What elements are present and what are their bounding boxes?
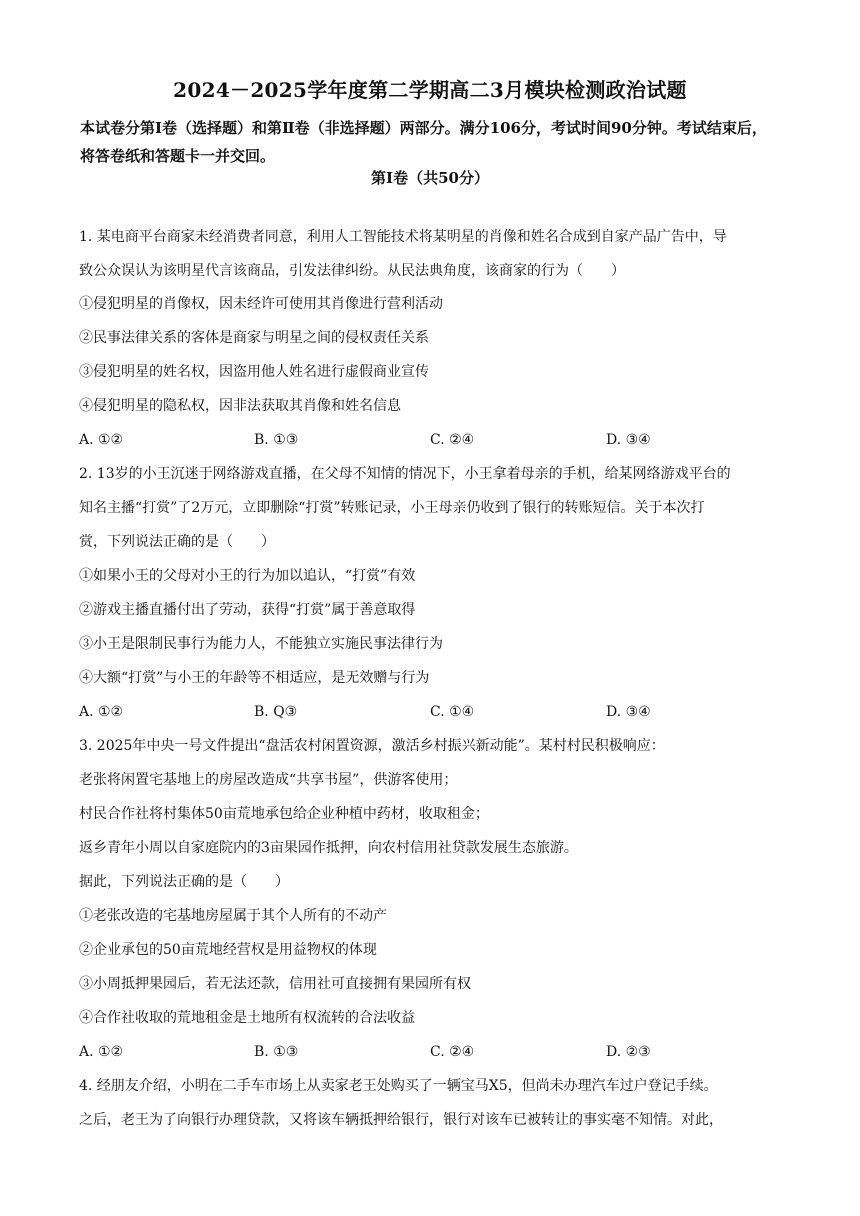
q2-option-c: C. ①④	[430, 704, 475, 720]
q1-statement-4: ④侵犯明星的隐私权，因非法获取其肖像和姓名信息	[79, 398, 401, 414]
q3-option-c: C. ②④	[430, 1044, 475, 1060]
q2-option-b: B. Q③	[254, 704, 298, 720]
q1-statement-3: ③侵犯明星的姓名权，因盗用他人姓名进行虚假商业宣传	[79, 364, 429, 380]
q2-stem-line-1: 2. 13岁的小王沉迷于网络游戏直播，在父母不知情的情况下，小王拿着母亲的手机，给某网络游戏平台的	[79, 466, 731, 482]
q2-stem-line-3: 赏，下列说法正确的是（ ）	[79, 534, 275, 550]
q2-statement-2: ②游戏主播直播付出了劳动，获得“打赏”属于善意取得	[79, 602, 416, 618]
exam-instructions: 本试卷分第Ⅰ卷（选择题）和第Ⅱ卷（非选择题）两部分。满分106分，考试时间90分钟。考试结束后，将答卷纸和答题卡一并交回。	[80, 119, 767, 165]
q2-option-d: D. ③④	[606, 704, 651, 720]
q3-statement-3: ③小周抵押果园后，若无法还款，信用社可直接拥有果园所有权	[79, 976, 471, 992]
q3-option-a: A. ①②	[79, 1044, 124, 1060]
q2-statement-4: ④大额“打赏”与小王的年龄等不相适应，是无效赠与行为	[79, 670, 430, 686]
q1-option-a: A. ①②	[79, 432, 124, 448]
q3-statement-1: ①老张改造的宅基地房屋属于其个人所有的不动产	[79, 908, 387, 924]
q4-stem-line-1: 4. 经朋友介绍，小明在二手车市场上从卖家老王处购买了一辆宝马X5，但尚未办理汽车过户登记手续。	[79, 1078, 718, 1094]
q3-option-b: B. ①③	[254, 1044, 299, 1060]
q3-option-d: D. ②③	[606, 1044, 651, 1060]
q1-stem-line-1: 1. 某电商平台商家未经消费者同意，利用人工智能技术将某明星的肖像和姓名合成到自家产品广告中，导	[79, 229, 727, 245]
q1-option-c: C. ②④	[430, 432, 475, 448]
q3-stem-line-4: 返乡青年小周以自家庭院内的3亩果园作抵押，向农村信用社贷款发展生态旅游。	[79, 840, 578, 856]
q3-statement-4: ④合作社收取的荒地租金是土地所有权流转的合法收益	[79, 1010, 415, 1026]
q2-stem-line-2: 知名主播“打赏”了2万元，立即删除“打赏”转账记录，小王母亲仍收到了银行的转账短信。关于本次打	[79, 500, 705, 516]
q2-option-a: A. ①②	[79, 704, 124, 720]
q3-stem-line-1: 3. 2025年中央一号文件提出“盘活农村闲置资源，激活乡村振兴新动能”。某村村民积极响应：	[79, 738, 665, 754]
q4-stem-line-2: 之后，老王为了向银行办理贷款，又将该车辆抵押给银行，银行对该车已被转让的事实毫不知情。对此，	[79, 1112, 723, 1128]
q1-statement-2: ②民事法律关系的客体是商家与明星之间的侵权责任关系	[79, 330, 429, 346]
q3-stem-line-5: 据此，下列说法正确的是（ ）	[79, 874, 289, 890]
exam-title: 2024－2025学年度第二学期高二3月模块检测政治试题	[173, 78, 687, 102]
q1-stem-line-2: 致公众误认为该明星代言该商品，引发法律纠纷。从民法典角度，该商家的行为（ ）	[79, 263, 625, 279]
q1-option-b: B. ①③	[254, 432, 299, 448]
section-heading: 第Ⅰ卷（共50分）	[371, 169, 489, 187]
q1-option-d: D. ③④	[606, 432, 651, 448]
q2-statement-1: ①如果小王的父母对小王的行为加以追认，“打赏”有效	[79, 568, 416, 584]
q1-statement-1: ①侵犯明星的肖像权，因未经许可使用其肖像进行营利活动	[79, 296, 443, 312]
q3-statement-2: ②企业承包的50亩荒地经营权是用益物权的体现	[79, 942, 377, 958]
q2-statement-3: ③小王是限制民事行为能力人，不能独立实施民事法律行为	[79, 636, 443, 652]
q3-stem-line-2: 老张将闲置宅基地上的房屋改造成“共享书屋”，供游客使用；	[79, 772, 458, 788]
q3-stem-line-3: 村民合作社将村集体50亩荒地承包给企业种植中药材，收取租金；	[79, 806, 489, 822]
